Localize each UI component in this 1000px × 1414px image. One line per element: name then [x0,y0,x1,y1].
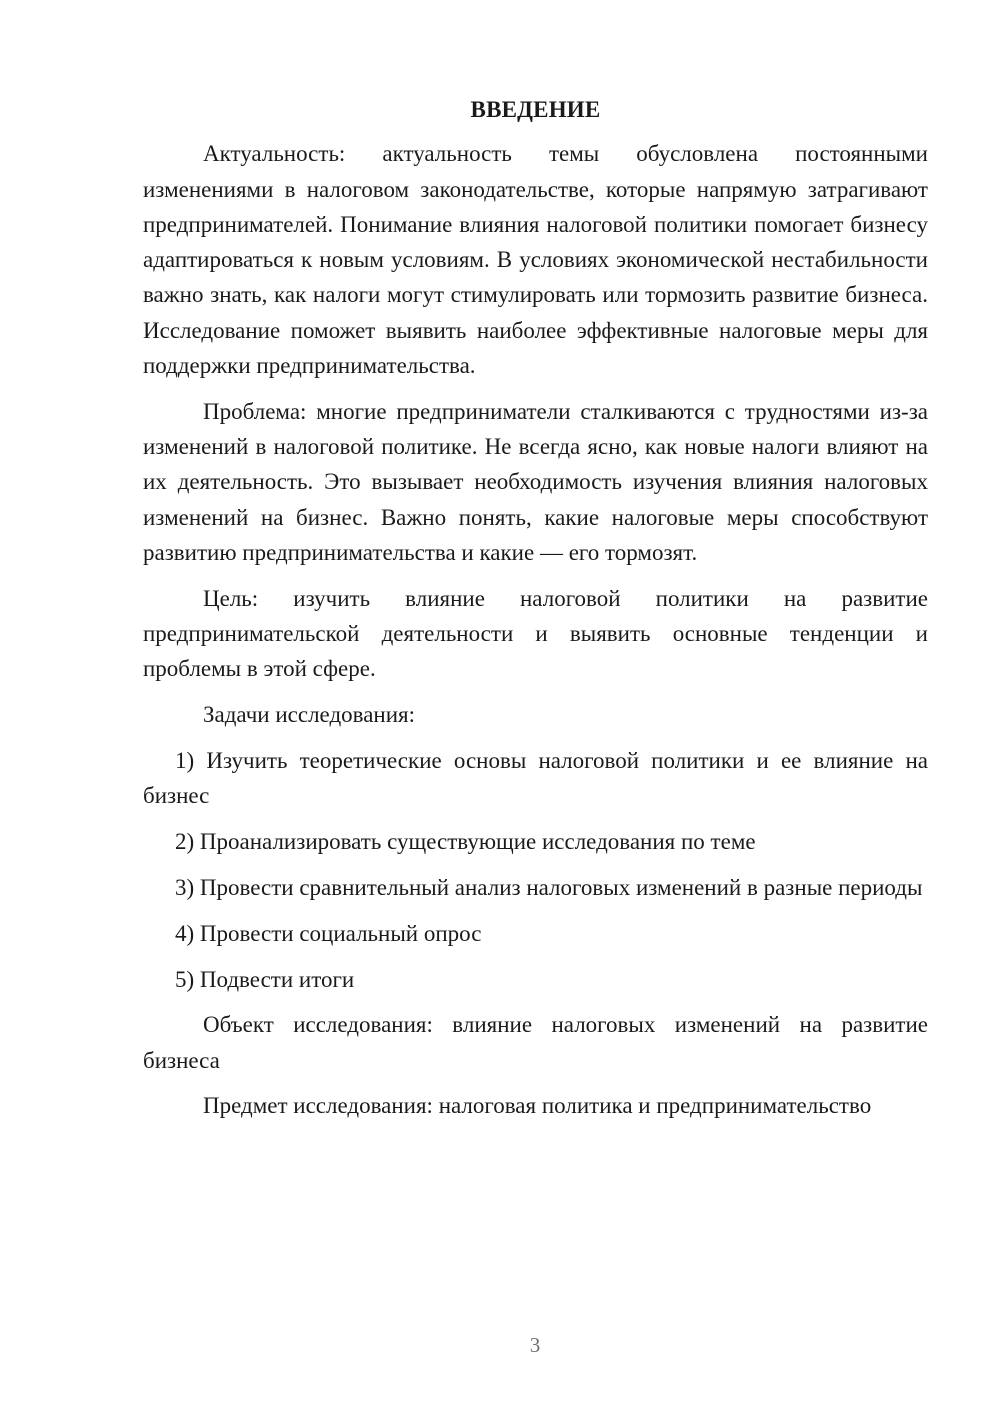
page-content [143,92,928,1134]
page-title: ВВЕДЕНИЕ [470,97,601,122]
tasks-list [143,743,928,997]
problem-paragraph: Проблема: многие предприниматели сталкиваются с трудностями из-за изменений в налоговой политике. Не всегда ясно, как новые налоги влияют на их деятельность. Это вызывает необходимость изучения влияния налоговых изменений на бизнес. Важно понять, какие налоговые меры способствуют развитию предпринимательства и какие — его тормозят. [143,398,928,566]
task-item: 2) Проанализировать существующие исследования по теме [175,829,756,855]
object-paragraph: Объект исследования: влияние налоговых изменений на развитие бизнеса [143,1012,928,1073]
relevance-paragraph: Актуальность: актуальность темы обусловлена постоянными изменениями в налоговом законодательстве, которые напрямую затрагивают предпринимателей. Понимание влияния налоговой политики помогает бизнесу адаптироваться к новым условиям. В условиях экономической нестабильности важно знать, как налоги могут стимулировать или тормозить развитие бизнеса. Исследование поможет выявить наиболее эффективные налоговые меры для поддержки предпринимательства. [143,141,928,379]
goal-paragraph: Цель: изучить влияние налоговой политики на развитие предпринимательской деятельности и выявить основные тенденции и проблемы в этой сфере. [143,585,928,682]
tasks-title: Задачи исследования: [203,702,416,728]
task-item: 4) Провести социальный опрос [175,920,482,946]
page-number: 3 [529,1333,541,1357]
task-item: 3) Провести сравнительный анализ налоговых изменений в разные периоды [175,874,923,900]
subject-paragraph: Предмет исследования: налоговая политика и предпринимательство [203,1093,872,1119]
task-item: 5) Подвести итоги [175,966,355,992]
task-item: 1) Изучить теоретические основы налоговой политики и ее влияние на бизнес [143,748,928,809]
